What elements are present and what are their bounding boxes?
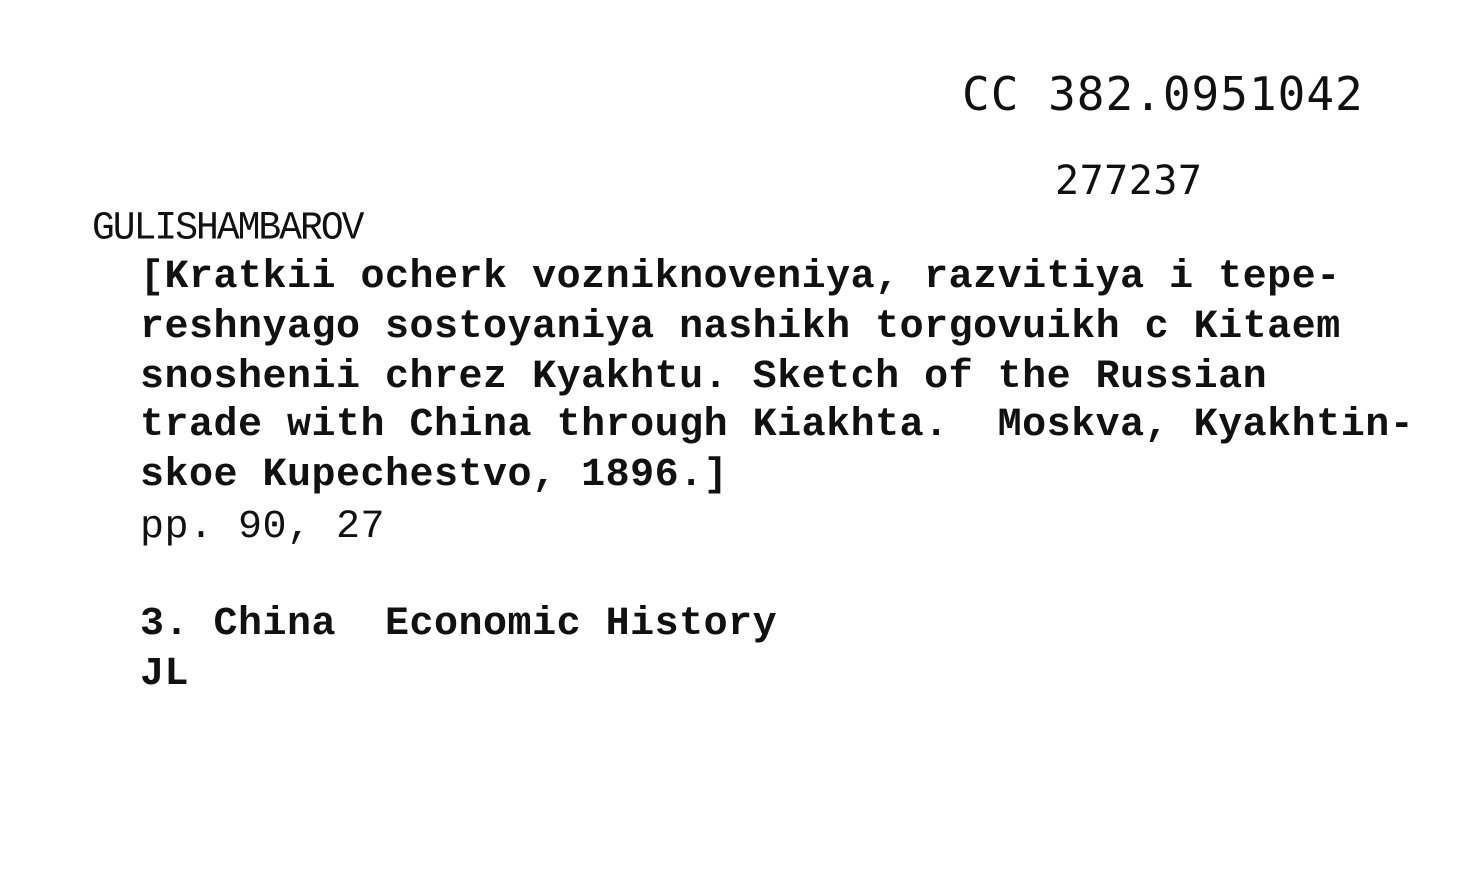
cataloger-initials: JL	[140, 652, 190, 697]
pagination: pp. 90, 27	[140, 505, 386, 550]
title-line: skoe Kupechestvo, 1896.]	[140, 453, 729, 498]
title-line: [Kratkii ocherk vozniknoveniya, razvitiya i tepe-	[140, 255, 1341, 300]
accession-number: 277237	[1055, 158, 1203, 204]
author-heading: GULISHAMBAROV	[92, 206, 363, 252]
title-line: snoshenii chrez Kyakhtu. Sketch of the Russian	[140, 355, 1268, 400]
call-number: CC 382.0951042	[962, 67, 1364, 121]
subject-heading: 3. China Economic History	[140, 602, 778, 647]
title-line: reshnyago sostoyaniya nashikh torgovuikh c Kitaem	[140, 305, 1341, 350]
title-line: trade with China through Kiakhta. Moskva, Kyakhtin-	[140, 403, 1415, 448]
